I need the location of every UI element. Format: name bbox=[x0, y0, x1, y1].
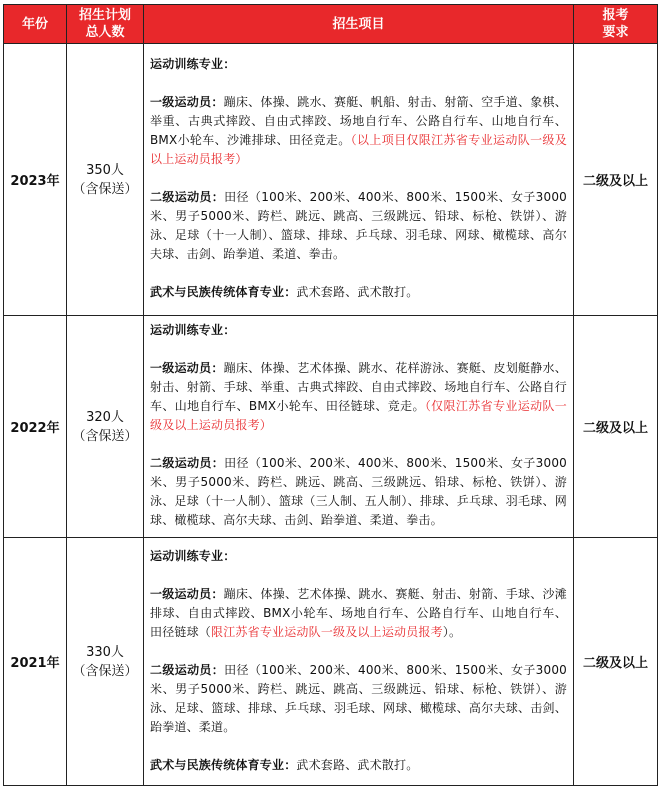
level2-label: 二级运动员： bbox=[150, 662, 225, 677]
level1-items: 蹦床、体操、跳水、赛艇、帆船、射击、射箭、空手道、象棋、举重、古典式摔跤、自由式摔跤、场地自行车、公路自行车、山地自行车、BMX小轮车、沙滩排球、田径竞走。 bbox=[150, 95, 568, 147]
header-project: 招生项目 bbox=[144, 5, 574, 44]
level1-restriction-note: （仅限江苏省专业运动队一级及以上运动员报考） bbox=[150, 399, 567, 432]
major-heading: 运动训练专业： bbox=[150, 548, 236, 563]
requirement-cell: 二级及以上 bbox=[574, 538, 658, 786]
level2-paragraph bbox=[150, 188, 567, 264]
major-heading: 运动训练专业： bbox=[150, 57, 236, 71]
level2-label: 二级运动员： bbox=[150, 456, 225, 470]
plan-cell bbox=[67, 44, 144, 316]
level2-paragraph bbox=[150, 661, 567, 737]
plan-count: 330人 bbox=[86, 644, 124, 660]
martial-arts-items: 武术套路、武术散打。 bbox=[296, 757, 419, 772]
project-cell bbox=[144, 44, 574, 316]
level1-items: 蹦床、体操、艺术体操、跳水、赛艇、射击、射箭、手球、沙滩排球、自由式摔跤、BMX小轮车、场地自行车、公路自行车、山地自行车、田径链球（ bbox=[150, 586, 568, 639]
level1-paragraph bbox=[150, 359, 567, 435]
level2-paragraph bbox=[150, 454, 567, 530]
level2-label: 二级运动员： bbox=[150, 190, 225, 204]
level1-restriction-note: （以上项目仅限江苏省专业运动队一级及以上运动员报考） bbox=[150, 133, 567, 166]
plan-note: （含保送） bbox=[72, 428, 138, 444]
level2-items: 田径（100米、200米、400米、800米、1500米、女子3000米、男子5000米、跨栏、跳远、跳高、三级跳远、铅球、标枪、铁饼）、游泳、足球（十一人制）、篮球（三人制、五人制）、排球、乒乓球、羽毛球、网球、橄榄球、高尔夫球、击剑、跆拳道、柔道、拳击。 bbox=[150, 456, 568, 527]
project-cell bbox=[144, 538, 574, 786]
header-requirement bbox=[574, 5, 658, 44]
level2-items: 田径（100米、200米、400米、800米、1500米、女子3000米、男子5000米、跨栏、跳远、跳高、三级跳远、铅球、标枪、铁饼）、游泳、足球、篮球、排球、乒乓球、羽毛球、网球、橄榄球、高尔夫球、击剑、跆拳道、柔道。 bbox=[150, 662, 568, 734]
plan-note: （含保送） bbox=[72, 663, 138, 679]
level1-label: 一级运动员： bbox=[150, 361, 224, 375]
header-plan-line1: 招生计划 bbox=[78, 8, 131, 23]
year-cell: 2022年 bbox=[4, 316, 67, 538]
martial-arts-label: 武术与民族传统体育专业： bbox=[150, 757, 297, 772]
level2-items: 田径（100米、200米、400米、800米、1500米、女子3000米、男子5000米、跨栏、跳远、跳高、三级跳远、铅球、标枪、铁饼）、游泳、足球（十一人制）、篮球、排球、乒乓球、羽毛球、网球、橄榄球、高尔夫球、击剑、跆拳道、柔道、拳击。 bbox=[150, 190, 568, 261]
level1-label: 一级运动员： bbox=[150, 586, 224, 601]
major-heading: 运动训练专业： bbox=[150, 323, 236, 337]
plan-note: （含保送） bbox=[72, 181, 138, 197]
plan-cell bbox=[67, 316, 144, 538]
level1-label: 一级运动员： bbox=[150, 95, 224, 109]
header-year: 年份 bbox=[4, 5, 67, 44]
level1-paragraph bbox=[150, 585, 567, 642]
year-cell: 2023年 bbox=[4, 44, 67, 316]
plan-cell bbox=[67, 538, 144, 786]
martial-arts-paragraph bbox=[150, 283, 567, 302]
year-cell: 2021年 bbox=[4, 538, 67, 786]
table-row bbox=[4, 316, 658, 538]
requirement-cell: 二级及以上 bbox=[574, 44, 658, 316]
header-plan bbox=[67, 5, 144, 44]
martial-arts-items: 武术套路、武术散打。 bbox=[296, 285, 419, 299]
header-req-line2: 要求 bbox=[602, 25, 629, 40]
header-req-line1: 报考 bbox=[602, 8, 629, 23]
plan-count: 320人 bbox=[86, 409, 124, 425]
header-plan-line2: 总人数 bbox=[85, 25, 125, 40]
table-row bbox=[4, 538, 658, 786]
project-cell bbox=[144, 316, 574, 538]
level1-paragraph bbox=[150, 93, 567, 169]
martial-arts-paragraph bbox=[150, 756, 567, 775]
admissions-table bbox=[3, 4, 658, 786]
martial-arts-label: 武术与民族传统体育专业： bbox=[150, 285, 297, 299]
level1-restriction-note: 限江苏省专业运动队一级及以上运动员报考 bbox=[211, 624, 443, 639]
level1-tail: ）。 bbox=[442, 624, 462, 639]
table-row bbox=[4, 44, 658, 316]
level1-items: 蹦床、体操、艺术体操、跳水、花样游泳、赛艇、皮划艇静水、射击、射箭、手球、举重、古典式摔跤、自由式摔跤、场地自行车、公路自行车、山地自行车、BMX小轮车、田径链球、竞走。 bbox=[150, 361, 568, 413]
table-header-row bbox=[4, 5, 658, 44]
requirement-cell: 二级及以上 bbox=[574, 316, 658, 538]
plan-count: 350人 bbox=[86, 162, 124, 178]
